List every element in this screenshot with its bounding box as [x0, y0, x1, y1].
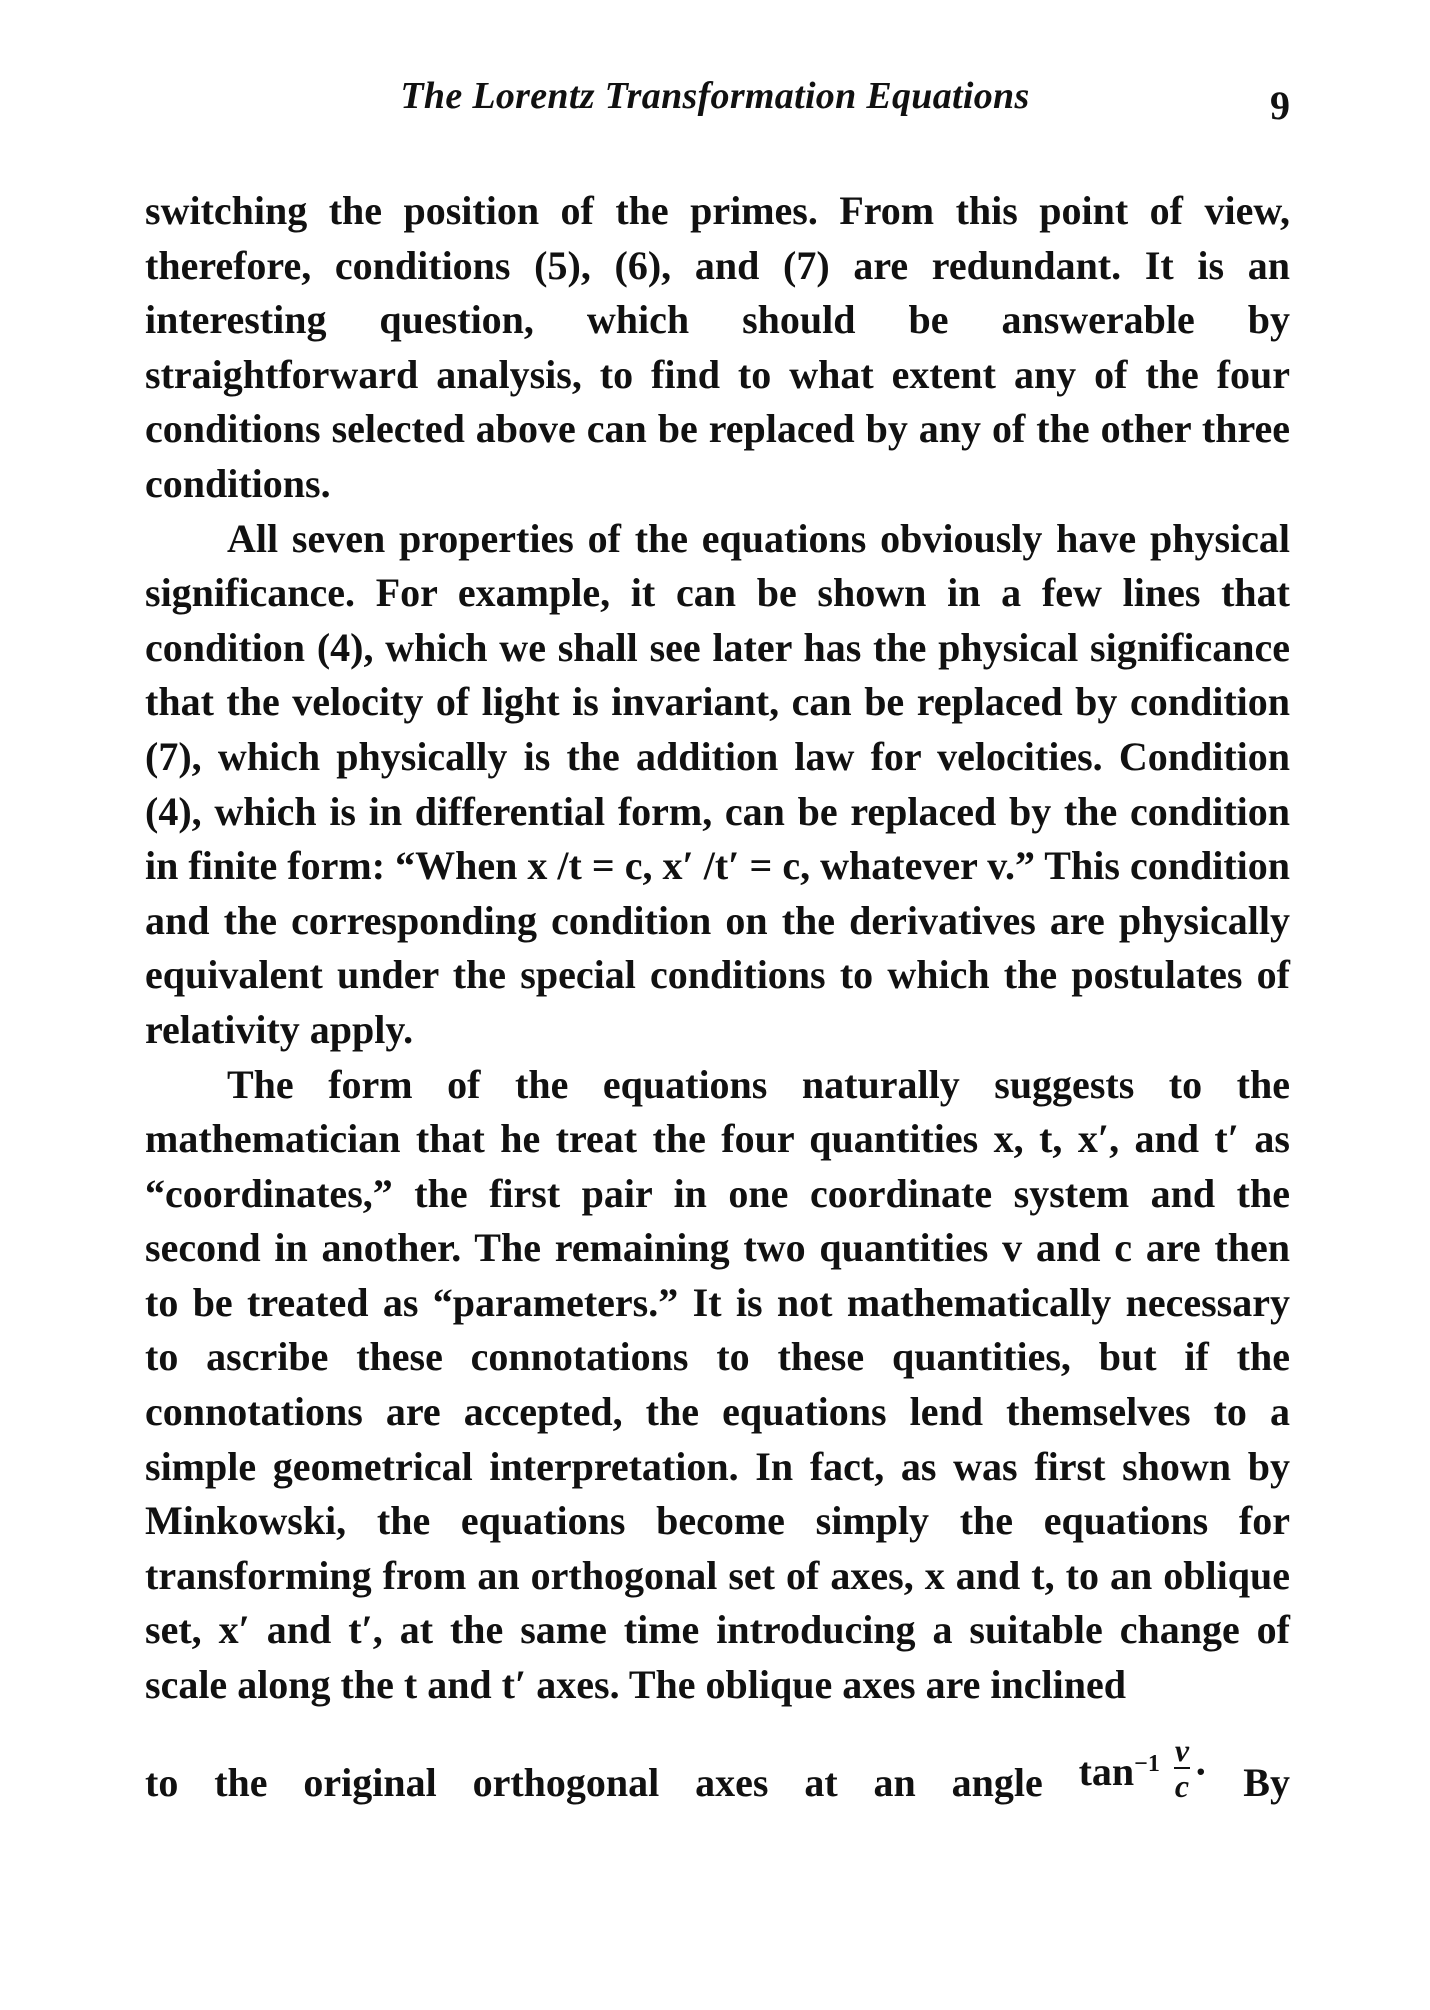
- fraction-numerator: v: [1174, 1731, 1190, 1768]
- paragraph-3: The form of the equations naturally suggests to the mathematician that he treat the four quantities x, t, x′, and t′ as “coordinates,” the first pair in one coordinate system and the second in another. The remaining two quantities v and c are then to be treated as “parameters.” It is not mathematically necessary to ascribe these connotations to these quantities, but if the connotations are accepted, the equations lend themselves to a simple geometrical interpretation. In fact, as was first shown by Minkowski, the equations become simply the equations for transforming from an orthogonal set of axes, x and t, to an oblique set, x′ and t′, at the same time introducing a suitable change of scale along the t and t′ axes. The oblique axes are inclined: [145, 1061, 1290, 1708]
- velocity-ratio-fraction: [1174, 1733, 1190, 1803]
- final-line-trailing-word: By: [1243, 1760, 1290, 1806]
- final-line-word: the: [214, 1760, 268, 1806]
- final-line-word: at: [804, 1760, 838, 1806]
- function-exponent: −1: [1134, 1750, 1160, 1777]
- fraction-denominator: c: [1174, 1767, 1190, 1804]
- final-line-word: axes: [695, 1760, 769, 1806]
- page-header: [140, 74, 1290, 134]
- inverse-tangent-expression: [1078, 1731, 1208, 1811]
- final-line-word: angle: [951, 1760, 1043, 1806]
- running-title: The Lorentz Transformation Equations: [400, 75, 1030, 117]
- page-body: [145, 184, 1290, 1811]
- final-line-word: orthogonal: [472, 1760, 660, 1806]
- final-line-word: an: [873, 1760, 916, 1806]
- fraction-dot: ·: [1194, 1748, 1208, 1794]
- paragraph-2: All seven properties of the equations obviously have physical significance. For example, it can be shown in a few lines that condition (4), which we shall see later has the physical significance that the velocity of light is invariant, can be replaced by condition (7), which physically is the addition law for velocities. Condition (4), which is in differential form, can be replaced by the condition in finite form: “When x /t = c, x′ /t′ = c, whatever v.” This condition and the corresponding condition on the derivatives are physically equivalent under the special conditions to which the postulates of relativity apply.: [145, 515, 1290, 1052]
- page-number: 9: [1270, 83, 1290, 128]
- final-line-word: original: [303, 1760, 437, 1806]
- function-name: tan: [1078, 1748, 1135, 1794]
- final-line: [145, 1713, 1290, 1811]
- paragraph-1: switching the position of the primes. From this point of view, therefore, conditions (5), (6), and (7) are redundant. It is an interesting question, which should be answerable by straightforward analysis, to find to what extent any of the four conditions selected above can be replaced by any of the other three conditions.: [145, 188, 1290, 506]
- final-line-word: to: [145, 1760, 179, 1806]
